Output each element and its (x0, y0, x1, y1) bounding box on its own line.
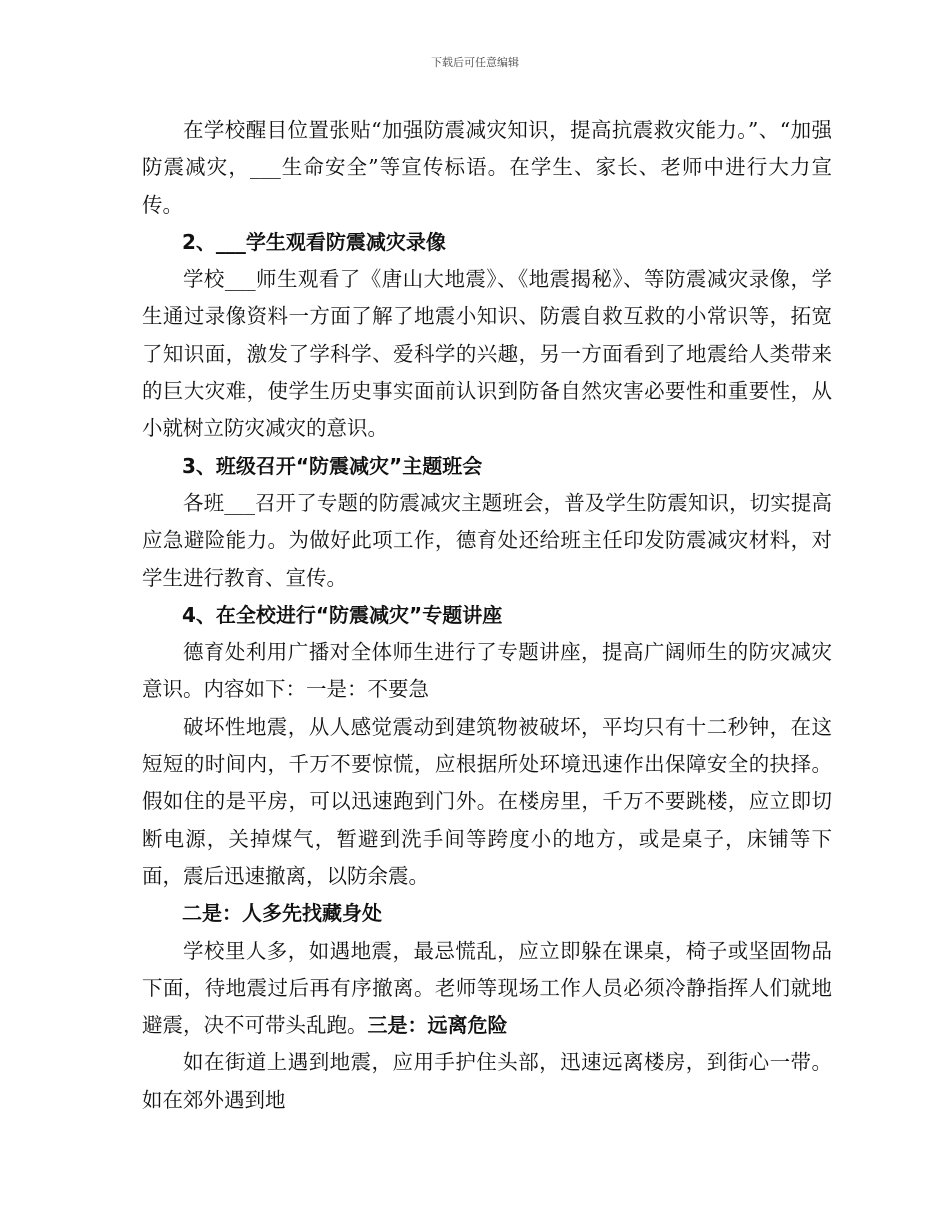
heading-class-meeting: 3、班级召开“防震减灾”主题班会 (182, 453, 483, 478)
heading-video: 2、___学生观看防震减灾录像 (182, 229, 446, 254)
paragraph-school-crowd-text: 学校里人多，如遇地震，最忌慌乱，应立即躲在课桌，椅子或坚固物品下面，待地震过后再有序撤离。老师等现场工作人员必须冷静指挥人们就地避震，决不可带头乱跑。 (142, 938, 832, 1038)
subheading-stay-away: 三是：远离危险 (367, 1013, 508, 1038)
heading-lecture: 4、在全校进行“防震减灾”专题讲座 (182, 602, 503, 627)
paragraph-lecture: 德育处利用广播对全体师生进行了专题讲座，提高广阔师生的防灾减灾意识。内容如下：一是：不要急 (142, 640, 832, 702)
paragraph-posters: 在学校醒目位置张贴“加强防震减灾知识，提高抗震救灾能力。”、“加强防震减灾，___生命安全”等宣传标语。在学生、家长、老师中进行大力宣传。 (142, 118, 832, 217)
paragraph-class-meeting: 各班___召开了专题的防震减灾主题班会，普及学生防震知识，切实提高应急避险能力。为做好此项工作，德育处还给班主任印发防震减灾材料，对学生进行教育、宣传。 (142, 490, 832, 590)
document-body (142, 112, 832, 1119)
paragraph-street: 如在街道上遇到地震，应用手护住头部，迅速远离楼房，到街心一带。如在郊外遇到地 (142, 1050, 832, 1112)
paragraph-dont-panic: 破坏性地震，从人感觉震动到建筑物被破坏，平均只有十二秒钟，在这短短的时间内，千万不要惊慌，应根据所处环境迅速作出保障安全的抉择。假如住的是平房，可以迅速跑到门外。在楼房里，千万不要跳楼，应立即切断电源，关掉煤气，暂避到洗手间等跨度小的地方，或是桌子，床铺等下面，震后迅速撤离，以防余震。 (142, 714, 832, 888)
paragraph-video: 学校___师生观看了《唐山大地震》、《地震揭秘》、等防震减灾录像，学生通过录像资料一方面了解了地震小知识、防震自救互救的小常识等，拓宽了知识面，激发了学科学、爱科学的兴趣，另一方面看到了地震给人类带来的巨大灾难，使学生历史事实面前认识到防备自然灾害必要性和重要性，从小就树立防灾减灾的意识。 (142, 267, 832, 441)
paragraph-school-crowd (142, 933, 832, 1045)
page-header: 下载后可任意编辑 (431, 56, 519, 69)
heading-find-shelter: 二是：人多先找藏身处 (182, 901, 382, 926)
